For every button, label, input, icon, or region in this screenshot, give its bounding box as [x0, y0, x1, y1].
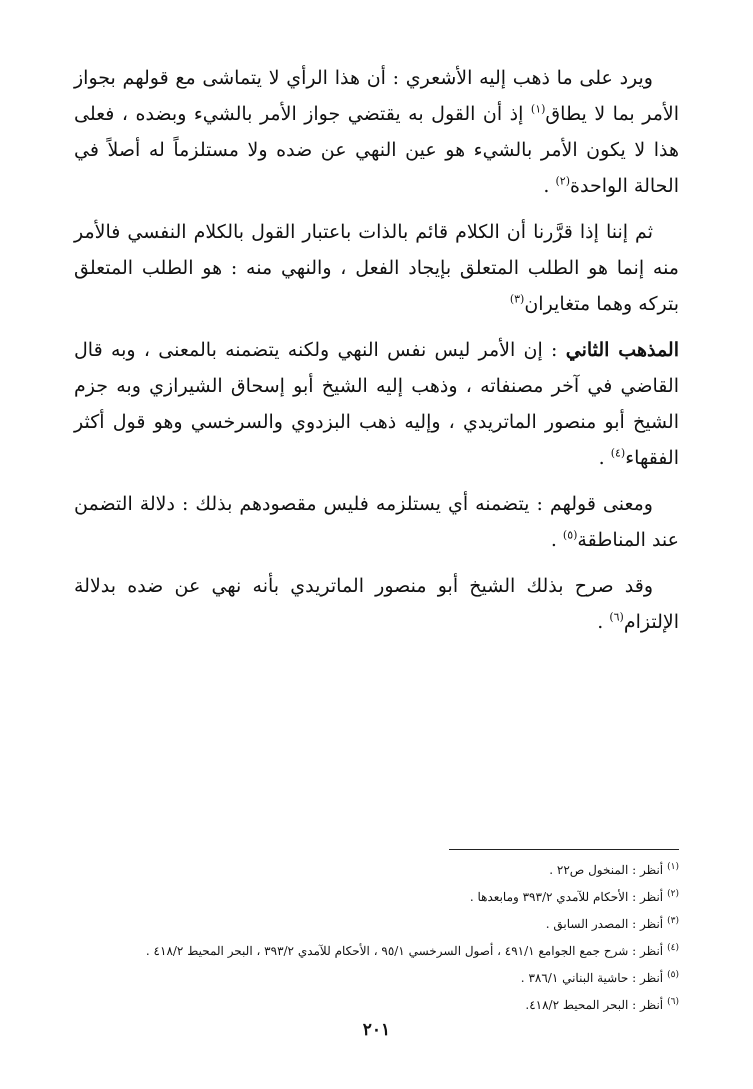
- footnote-reference: (١): [530, 102, 546, 116]
- footnote-reference: (٤): [610, 446, 626, 460]
- page-number: ٢٠١: [362, 1020, 391, 1040]
- text-run: : إن الأمر ليس نفس النهي ولكنه يتضمنه بالمعنى ، وبه قال القاضي في آخر مصنفاته ، وذهب إليه الشيخ أبو إسحاق الشيرازي وبه جزم الشيخ أبو منصور الماتريدي ، وإليه ذهب البزدوي والسرخسي وهو قول أكثر الفقهاء: [74, 339, 679, 469]
- footnote-number: (٣): [667, 916, 679, 926]
- footnotes: [74, 855, 679, 1017]
- footnote-number: (٤): [667, 943, 679, 953]
- text-run: ومعنى قولهم : يتضمنه أي يستلزمه فليس مقصودهم بذلك : دلالة التضمن عند المناطقة: [74, 493, 679, 551]
- footnote-separator: [449, 849, 679, 850]
- text-run: .: [550, 529, 563, 551]
- footnote-reference: (٢): [555, 174, 571, 188]
- text-run: ويرد على ما ذهب إليه الأشعري : أن هذا الرأي لا يتماشى مع قولهم بجواز الأمر بما لا يطاق: [74, 67, 679, 125]
- footnote-number: (٢): [667, 889, 679, 899]
- text-run: إذ أن القول به يقتضي جواز الأمر بالشيء وبضده ، فعلى هذا لا يكون الأمر بالشيء هو عين النهي عن ضده ولا مستلزماً له أصلاً في الحالة الواحدة: [74, 103, 679, 197]
- text-run: وقد صرح بذلك الشيخ أبو منصور الماتريدي بأنه نهي عن ضده بدلالة الإلتزام: [74, 575, 679, 633]
- text-run: ثم إننا إذا قرَّرنا أن الكلام قائم بالذات باعتبار القول بالكلام النفسي فالأمر منه إنما هو الطلب المتعلق بإيجاد الفعل ، والنهي منه : هو الطلب المتعلق بتركه وهما متغايران: [74, 221, 679, 315]
- footnote-text: أنظر : الأحكام للآمدي ٣٩٣/٢ ومابعدها .: [469, 890, 664, 904]
- footnote-text: أنظر : البحر المحيط ٤١٨/٢.: [525, 998, 664, 1012]
- paragraph: [74, 568, 679, 640]
- text-run: .: [597, 611, 610, 633]
- footnote-text: أنظر : حاشية البناني ٣٨٦/١ .: [520, 971, 664, 985]
- footnote: [74, 882, 679, 909]
- footnote-text: أنظر : المنخول ص٢٢ .: [549, 863, 664, 877]
- footnote: [74, 909, 679, 936]
- footnote-reference: (٥): [562, 528, 578, 542]
- footnote-number: (٦): [667, 997, 679, 1007]
- paragraph: [74, 332, 679, 476]
- footnote-text: أنظر : شرح جمع الجوامع ٤٩١/١ ، أصول السرخسي ٩٥/١ ، الأحكام للآمدي ٣٩٣/٢ ، البحر المحيط ٤١٨/٢ .: [145, 944, 664, 958]
- inline-heading: المذهب الثاني: [565, 339, 679, 361]
- footnote: [74, 990, 679, 1017]
- footnote-number: (١): [667, 862, 679, 872]
- footnote-text: أنظر : المصدر السابق .: [545, 917, 664, 931]
- footnote-number: (٥): [667, 970, 679, 980]
- paragraph: [74, 486, 679, 558]
- footnote: [74, 855, 679, 882]
- footnote-reference: (٣): [509, 292, 525, 306]
- paragraph: [74, 60, 679, 204]
- text-run: .: [543, 175, 556, 197]
- footnote: [74, 936, 679, 963]
- main-text: [74, 60, 679, 650]
- paragraph: [74, 214, 679, 322]
- footnote: [74, 963, 679, 990]
- footnote-reference: (٦): [609, 610, 624, 624]
- text-run: .: [598, 447, 611, 469]
